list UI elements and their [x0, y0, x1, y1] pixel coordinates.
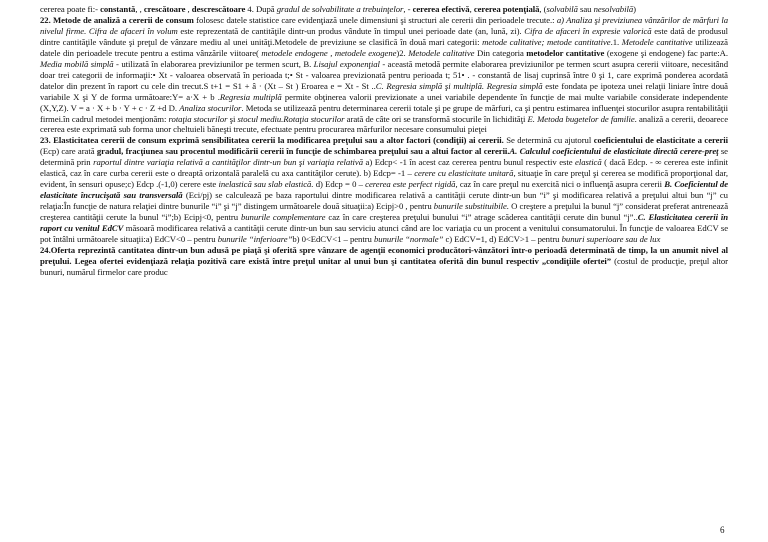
text-run: Regresia multiplă [219, 91, 282, 102]
text-run: măsoară modificarea relativă a cantităţii cerute dintr-un bun sau serviciu atunci când are loc variaţia cu un procent a venitului consumatorului. În funcţie de valoarea EdCV se pot întâlni următoarele situaţii:a) EdCV<0 – pentru [40, 223, 729, 245]
text-run: bunuri superioare sau de lux [561, 234, 661, 245]
text-run: cererea este perfect rigidă [365, 179, 456, 190]
text-run: , [469, 4, 474, 14]
text-run: este reprezentată de cantităţile dintr-un produs vândute în timpul unei perioade date (an, lună, zi). [177, 25, 525, 36]
text-run: coeficientului de elasticitate a cererii [593, 135, 729, 146]
text-run: Metodele cantitative [621, 36, 693, 47]
text-run: cerere cu elasticitate unitară [414, 168, 514, 179]
text-run: cererea efectivă [412, 4, 470, 14]
text-run: bunurile “normale” [373, 234, 444, 245]
paragraph-24-supply [40, 245, 728, 278]
text-run: bunurile complementare [240, 212, 326, 223]
text-run: utilizează datele din perioadele trecute pentru a estima vânzările viitoare( [40, 36, 728, 58]
text-run: metode calitative; metode cantitative [482, 36, 611, 47]
text-run: este dată de produsul dintre cantităţile vândute şi preţul de vânzare mediu al unei unităţi.Metodele de previziune se clasifică în două mari categorii: [40, 25, 728, 47]
text-run: rotaţia stocurilor [168, 113, 228, 124]
text-run: gradul de solvabilitate a trebuinţelor [276, 4, 404, 14]
text-run: cererea potenţială [473, 4, 540, 14]
text-run: c) EdCV=1, d) EdCV>1 – pentru [443, 234, 562, 245]
text-run: Metodele calitative [408, 47, 475, 58]
text-run: ) [633, 4, 636, 14]
text-run: permite obţinerea valorii previzionate a unei variabile dependente în funcţie de mai multe variabile considerate independente (X,Y,Z). V = a · X + b · Y + c · Z +d D. [40, 91, 728, 113]
text-run: - această metodă permite elaborarea previziunilor pe termen scurt asupra cererii viitoare, necesitând doar trei categorii de informaţii:• Xt - valoarea observată în perioada t;• St - valoarea previzionată pentru perioada t; 51• . - constantă de lisaj cuprinsă între 0 şi 1, care exprimă ponderea acordată datelor din prezent în raport cu cele din trecut.S t+1 = S1 + â · (Xt – St ) Eroarea e = Xt - St .. [40, 58, 729, 91]
text-run: elastică [575, 157, 602, 168]
text-run: , - [403, 4, 413, 14]
text-run: Lisajul exponenţial [313, 58, 380, 69]
text-run: A. Calculul coeficientului de elasticitate directă cerere-preţ [509, 146, 719, 157]
text-run: 23. Elasticitatea cererii de consum exprimă sensibilitatea cererii la modificarea preţului sau a altor factori (condiţii) ai cererii. [40, 135, 504, 146]
text-run: descrescătoare [191, 4, 246, 14]
text-run: arată de câte ori se transformă stocurile în lichidităţi [344, 113, 528, 124]
text-run: Din categoria [474, 47, 527, 58]
text-run: se determină prin [40, 146, 728, 168]
text-run: gradul, fracţiunea sau procentul modificării cererii în funcţie de schimbarea preţului sau a altui factor al cererii. [96, 146, 510, 157]
text-run: stocul mediu.Rotaţia stocurilor [237, 113, 345, 124]
text-run: bunurile “inferioare” [217, 234, 293, 245]
text-run: raportul dintre variaţia relativă a cantităţilor dintr-un bun şi variaţia relativă [93, 157, 364, 168]
text-run: )2. [396, 47, 409, 58]
text-run: Se determină cu ajutorul [503, 135, 594, 146]
text-run: crescătoare [143, 4, 186, 14]
text-run: , ( [539, 4, 547, 14]
text-run: C. Regresia simplă şi multiplă. Regresia simplă [375, 80, 543, 91]
text-run: d) Edcp = 0 – [313, 179, 366, 190]
text-run: - utilizată în elaborarea previziunilor pe termen scurt, B. [113, 58, 314, 69]
text-run: folosesc datele statistice care evidenţiază unele dimensiuni şi structuri ale cererii din perioadele trecute.: [193, 14, 557, 25]
text-run: metodelor cantitative [526, 47, 605, 58]
text-run: 4. După [245, 4, 277, 14]
text-run: a) Analiza şi previziunea vânzărilor de mărfuri la nivelul firme. Cifra de afaceri în volum [40, 14, 728, 36]
text-run: (exogene şi endogene) fac parte:A. [604, 47, 729, 58]
text-run: . analiză a cererii, deoarece cererea este exprimată sub forma unor cheltuieli băneşti trecute, efectuate pentru procurarea mărfurilor necesare consumului pieţei [40, 113, 729, 135]
text-run: Analiza stocurilor [179, 102, 242, 113]
document-page [40, 4, 728, 278]
text-run: (costul de producţie, preţul altor bunuri, numărul firmelor care produc [40, 255, 728, 277]
paragraph-22-demand-analysis-methods [40, 15, 728, 135]
text-run: C. Elasticitatea cererii în raport cu venitul EdCV [40, 212, 729, 234]
text-run: cererea poate fi:- [40, 4, 101, 14]
text-run: , , [135, 4, 144, 14]
text-run: sau [577, 4, 594, 14]
paragraph-demand-types [40, 4, 728, 15]
text-run: b) 0<EdCV<1 – pentru [292, 234, 374, 245]
text-run: inelastică sau slab elastică. [218, 179, 314, 190]
text-run: E. Metoda bugetelor de familie [527, 113, 635, 124]
paragraph-23-demand-elasticity [40, 135, 728, 245]
text-run: B. Coeficientul de elasticitate încrucişată sau transversală [40, 179, 729, 201]
text-run: , [185, 4, 192, 14]
text-run: 22. Metode de analiză a cererii de consum [40, 14, 194, 25]
text-run: este fondata pe ipoteza unei relaţii liniare între două variabile X şi Y de forma următoare:Y= a·X + b . [40, 80, 728, 102]
text-run: (Ecp) care arată [40, 146, 97, 157]
text-run: metodele endogene , metodele exogene [261, 47, 397, 58]
text-run: şi [227, 113, 238, 124]
page-number: 6 [720, 525, 725, 535]
text-run: ( dacă Edcp. - ∞ cererea este infinit elastică, caz în care curba cererii este o dreaptă orizontală paralelă cu axa cantităţilor cerute). b) Edcp= -1 – [40, 157, 728, 179]
text-run: caz în care creşterea preţului bunului “i” atrage scăderea cantităţii cerute din bunul “j”.. [325, 212, 638, 223]
text-run: , situaţie în care preţul şi cererea se modifică proporţional dar, evident, în sensuri opuse;c) Edcp .(-1,0) cerere este [40, 168, 728, 190]
text-run: a) Edcp< -1 în acest caz cererea pentru bunul respectiv este [363, 157, 576, 168]
text-run: Cifra de afaceri în expresie valorică [524, 25, 652, 36]
text-run: 24.Oferta reprezintă cantitatea dintr-un bun adusă pe piaţă şi oferită spre vânzare de agenţii economici producători-vânzători într-o perioadă determinată de timp, la un anumit nivel al preţului. Legea ofertei evidenţiază relaţia pozitivă care există între preţul unitar al unui bun şi cantitatea oferită din bunul respectiv „condiţiile ofertei” [40, 244, 728, 266]
text-run: O creştere a preţului la bunul “j” considerat preferat antrenează creşterea cantităţii cerute la bunul “i”;b) Ecipj<0, pentru [40, 201, 728, 223]
text-run: . Metoda se utilizează pentru determinarea cererii totale şi pe grupe de mărfuri, ca şi pentru estimarea influenţei stocurilor asupra rentabilităţii firmei.în cadrul metodei menţionăm: [40, 102, 729, 124]
text-run: (Eci/pj) se calculează pe baza raportului dintre modificarea relativă a cantităţii cerute dintr-un bun “i” şi modificarea relativă a preţului altui bun “j” cu relaţia:În funcţie de natura relaţiei dintre bunurile “i” şi “j” distingem următoarele două situaţii:a) Ecipj>0 , pentru [40, 190, 728, 212]
text-run: , caz în care preţul nu exercită nici o influenţă asupra cererii [455, 179, 665, 190]
text-run: constantă [100, 4, 136, 14]
text-run: solvabilă [546, 4, 578, 14]
text-run: nesolvabilă [593, 4, 634, 14]
text-run: Media mobilă simplă [40, 58, 114, 69]
text-run: .1. [610, 36, 622, 47]
text-run: bunurile substituibile. [433, 201, 509, 212]
